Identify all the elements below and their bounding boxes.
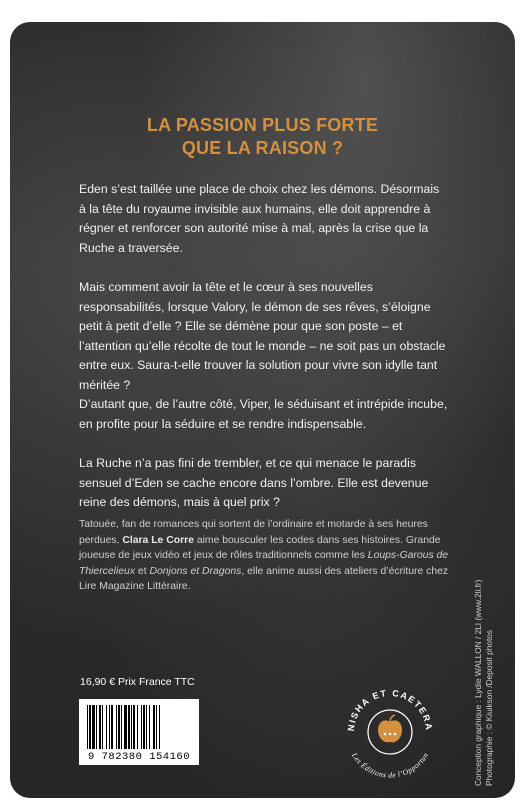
headline-line-1: LA PASSION PLUS FORTE (146, 115, 379, 135)
barcode-bars (85, 705, 193, 749)
author-bio (79, 517, 451, 595)
svg-text:Les Éditions de l’Opportun (349, 750, 430, 779)
credit-design: Conception graphique : Lydie WALLON / 2LI (www.2li.fr) (473, 579, 483, 786)
bio-text-4: , elle anime aussi des ateliers d’écriture chez Lire Magazine Littéraire. (79, 565, 449, 593)
bio-text-1: Tatouée, fan de romances qui sortent de l’ordinaire et motarde à ses heures perdues, (79, 519, 428, 546)
apple-icon (378, 715, 402, 742)
headline-line-2: QUE LA RAISON ? (181, 138, 344, 158)
game-title-2: Donjons et Dragons (149, 565, 242, 577)
publisher-logo (340, 682, 440, 782)
logo-bottom-text: Les Éditions de l’Opportun (349, 751, 431, 780)
synopsis-paragraph-3: D’autant que, de l’autre côté, Viper, le séduisant et intrépide incube, en profite pour la séduire et se rendre indispensable. (79, 397, 448, 431)
book-back-cover (10, 22, 515, 798)
game-title-1: Loups-Garous de Thiercelieux (79, 550, 449, 577)
credit-photo: Photographie : © Kiuikson /Deposit photos (484, 629, 494, 786)
synopsis-paragraph-2: Mais comment avoir la tête et le cœur à ses nouvelles responsabilités, lorsque Valory, le démon de ses rêves, s’éloigne petit à petit d’elle ? Elle se démène pour que son poste – et l’attention qu’elle récolte de tout le monde – ne soit pas un obstacle entre eux. Saura-t-elle trouver la solution pour vivre son idylle tant méritée ? (79, 280, 446, 392)
barcode (79, 699, 199, 765)
synopsis-paragraph-4: La Ruche n’a pas fini de trembler, et ce qui menace le paradis sensuel d’Eden se cache encore dans l’ombre. Elle est devenue reine des démons, mais à quel prix ? (79, 456, 429, 510)
isbn-number: 9 782380 154160 (87, 751, 190, 763)
headline (10, 114, 515, 160)
author-name: Clara Le Corre (122, 534, 194, 546)
bio-text-3: et (135, 565, 150, 577)
bio-text-2: aime bousculer les codes dans ses histoires. Grande joueuse de jeux vidéo et jeux de rôles traditionnels comme les (79, 534, 441, 562)
logo-top-text: NISHA ET CAETERA (345, 687, 435, 732)
price-label: 16,90 € Prix France TTC (80, 676, 195, 688)
synopsis-paragraph-1: Eden s’est taillée une place de choix chez les démons. Désormais à la tête du royaume invisible aux humains, elle doit apprendre à régner et renforcer son autorité mise à mal, après la crise que la Ruche a traversée. (79, 182, 440, 255)
